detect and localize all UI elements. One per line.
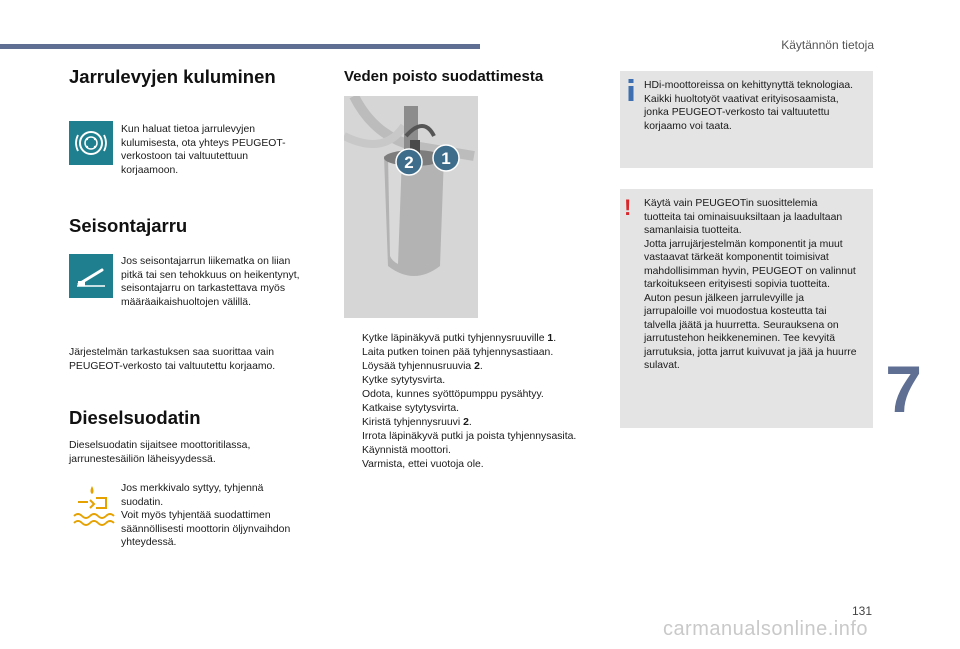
info-note-text: HDi-moottoreissa on kehittynyttä teknologiaa. Kaikki huoltotyöt vaativat erityisosaamista, jonka PEUGEOT-verkosto tai valtuutettu korjaamo voi taata. [644,80,854,132]
drain-step-text: Odota, kunnes syöttöpumppu pysähtyy. [362,389,544,400]
brake-disc-warning-icon [69,121,113,165]
drain-step [344,346,576,360]
exclamation-icon: ! [624,195,632,220]
drain-step-ref: 1 [547,333,554,344]
section-title-parking-brake: Seisontajarru [69,215,188,236]
info-note [620,71,873,168]
water-in-fuel-icon [70,482,118,530]
drain-step-end: . [468,417,472,428]
drain-step [344,444,576,458]
drain-step-end: . [479,361,483,372]
drain-step [344,416,576,430]
drain-step-text: Käynnistä moottori. [362,445,451,456]
drain-step [344,430,576,444]
drain-step-text: Varmista, ettei vuotoja ole. [362,459,484,470]
chapter-number: 7 [885,352,922,426]
parking-brake-lever-icon [69,254,113,298]
drain-step [344,332,576,346]
drain-step-text: Kytke läpinäkyvä putki tyhjennysruuville [362,333,548,344]
parking-brake-check-text: Järjestelmän tarkastuksen saa suorittaa vain PEUGEOT-verkosto tai valtuutettu korjaamo. [69,347,276,372]
warning-note [620,189,873,428]
diesel-filter-warning-text: Jos merkkivalo syttyy, tyhjennä suodatin. Voit myös tyhjentää suodattimen säännöllisesti moottorin öljynvaihdon yhteydessä. [121,483,291,548]
drain-step-ref: 2 [474,361,480,372]
drain-step-ref: 2 [463,417,469,428]
drain-step-text: Kiristä tyhjennysruuvi [362,417,464,428]
drain-step [344,458,576,472]
drain-step-text: Kytke sytytysvirta. [362,375,446,386]
section-title-water-drain: Veden poisto suodattimesta [344,68,544,85]
parking-brake-text: Jos seisontajarrun liikematka on liian pitkä tai sen tehokkuus on heikentynyt, seisontajarru on tarkastettava myös määräaikaishuoltojen välillä. [121,256,300,308]
drain-step-text: Irrota läpinäkyvä putki ja poista tyhjennysasita. [362,431,577,442]
section-title-diesel-filter: Dieselsuodatin [69,407,201,428]
drain-step [344,402,576,416]
diesel-filter-text: Dieselsuodatin sijaitsee moottoritilassa, jarrunestesäiliön läheisyydessä. [69,440,251,465]
drain-step-text: Löysää tyhjennusruuvia [362,361,475,372]
warning-note-text: Käytä vain PEUGEOTin suosittelemia tuotteita tai ominaisuuksiltaan ja laadultaan samanlaisia tuotteita. Jotta jarrujärjestelmän komponentit ja muut vastaavat tärkeät komponentit toimisivat mahdollisimman hyvin, PEUGEOT on valinnut tarkoitukseen erityisesti sopivia tuotteita. Auton pesun jälkeen jarrulevyille ja jarrupaloille voi muodostua kosteutta tai talvella jäätä ja huurretta. Seurauksena on jarrutustehon heikkeneminen. Tee kevyitä jarrutuksia, jotta jarrut kuivuvat ja jää ja huurre sulavat. [644,198,857,371]
drain-step-text: Katkaise sytytysvirta. [362,403,460,414]
callout-1-label: 1 [441,149,451,168]
header-accent-bar [0,44,480,49]
page-number: 131 [851,604,872,618]
diesel-filter-photo [344,96,478,318]
brake-discs-text: Kun haluat tietoa jarrulevyjen kulumisesta, ota yhteys PEUGEOT- verkostoon tai valtuutettuun korjaamoon. [121,124,286,176]
drain-step-text: Laita putken toinen pää tyhjennysastiaan. [362,347,554,358]
watermark: carmanualsonline.info [662,618,868,640]
chapter-title: Käytännön tietoja [781,38,874,52]
drain-step [344,388,576,402]
callout-2-label: 2 [404,153,414,172]
drain-steps-list [344,332,576,472]
section-title-brake-discs: Jarrulevyjen kuluminen [69,66,276,87]
drain-step [344,360,576,374]
info-icon [626,79,636,101]
drain-step [344,374,576,388]
drain-step-end: . [553,333,557,344]
